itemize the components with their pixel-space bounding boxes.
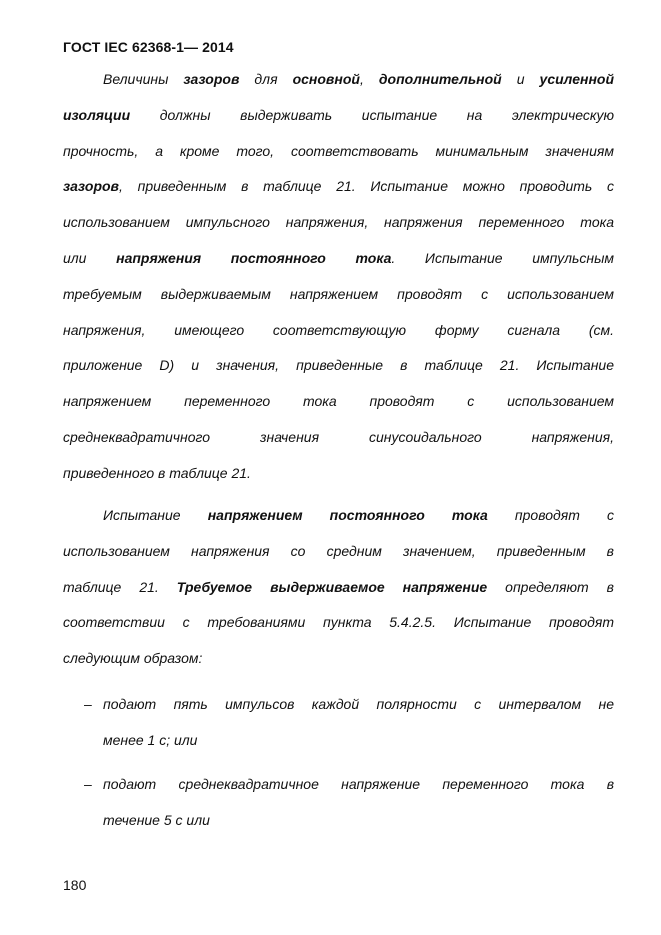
text-line <box>63 456 614 492</box>
bullet-item-1 <box>63 686 614 758</box>
text-line <box>63 605 614 641</box>
term-bold: напряжения постоянного тока <box>116 249 392 266</box>
text-segment: требуемым выдерживаемым напряжением проводят с использованием <box>63 285 614 302</box>
bullet-item-2 <box>63 766 614 838</box>
paragraph-2 <box>63 498 614 677</box>
text-segment: или <box>63 249 117 266</box>
text-segment: определяют в <box>487 578 614 595</box>
bullet-dash: – <box>84 776 92 792</box>
term-bold: напряжением постоянного тока <box>207 507 488 523</box>
term-bold: зазоров <box>183 71 240 87</box>
bullet-line: подают среднеквадратичное напряжение переменного тока в <box>103 776 614 792</box>
term-bold: Требуемое выдерживаемое напряжение <box>176 578 488 595</box>
text-segment: . Испытание импульсным <box>391 249 614 266</box>
text-line <box>63 134 614 170</box>
text-segment: приложение D) и значения, приведенные в таблице 21. Испытание <box>63 357 614 374</box>
text-line <box>63 277 614 313</box>
text-segment: напряжения, имеющего соответствующую форму сигнала (см. <box>63 321 614 338</box>
text-line <box>63 348 614 384</box>
text-segment: Испытание <box>103 507 208 523</box>
text-segment: таблице 21. <box>63 578 177 595</box>
text-line <box>63 205 614 241</box>
text-line <box>63 241 614 277</box>
text-line <box>63 420 614 456</box>
text-line <box>63 62 614 98</box>
page-number: 180 <box>63 877 87 893</box>
text-segment: , <box>359 71 379 87</box>
text-segment: среднеквадратичного значения синусоидального напряжения, <box>63 428 614 445</box>
term-bold: дополнительной <box>378 71 502 87</box>
text-segment: должны выдерживать испытание на электрическую <box>130 106 614 123</box>
text-line <box>63 98 614 134</box>
bullet-line: подают пять импульсов каждой полярности с интервалом не <box>103 696 614 712</box>
bullet-line: течение 5 с или <box>103 811 210 828</box>
term-bold: зазоров <box>63 178 119 195</box>
text-line <box>63 570 614 606</box>
text-segment: и <box>501 71 540 87</box>
text-segment: для <box>239 71 293 87</box>
document-header: ГОСТ IEC 62368-1— 2014 <box>63 39 234 55</box>
bullet-line: менее 1 с; или <box>103 731 198 748</box>
text-segment: , приведенным в таблице 21. Испытание можно проводить с <box>119 178 614 195</box>
text-segment: проводят с <box>487 507 614 523</box>
text-segment: использованием импульсного напряжения, напряжения переменного тока <box>63 214 614 231</box>
term-bold: усиленной <box>539 71 614 87</box>
text-line <box>63 169 614 205</box>
text-line <box>63 498 614 534</box>
text-line <box>63 384 614 420</box>
term-bold: изоляции <box>63 106 131 123</box>
bullet-dash: – <box>84 696 92 712</box>
paragraph-1 <box>63 62 614 492</box>
text-line <box>63 534 614 570</box>
text-segment: прочность, а кроме того, соответствовать минимальным значениям <box>63 142 614 159</box>
term-bold: основной <box>292 71 360 87</box>
text-segment: приведенного в таблице 21. <box>63 464 251 481</box>
text-line <box>63 641 614 677</box>
text-segment: Величины <box>103 71 184 87</box>
text-segment: напряжением переменного тока проводят с использованием <box>63 393 614 410</box>
text-segment: использованием напряжения со средним значением, приведенным в <box>63 542 614 559</box>
text-line <box>63 313 614 349</box>
text-segment: соответствии с требованиями пункта 5.4.2.5. Испытание проводят <box>63 614 614 631</box>
text-segment: следующим образом: <box>63 650 203 667</box>
